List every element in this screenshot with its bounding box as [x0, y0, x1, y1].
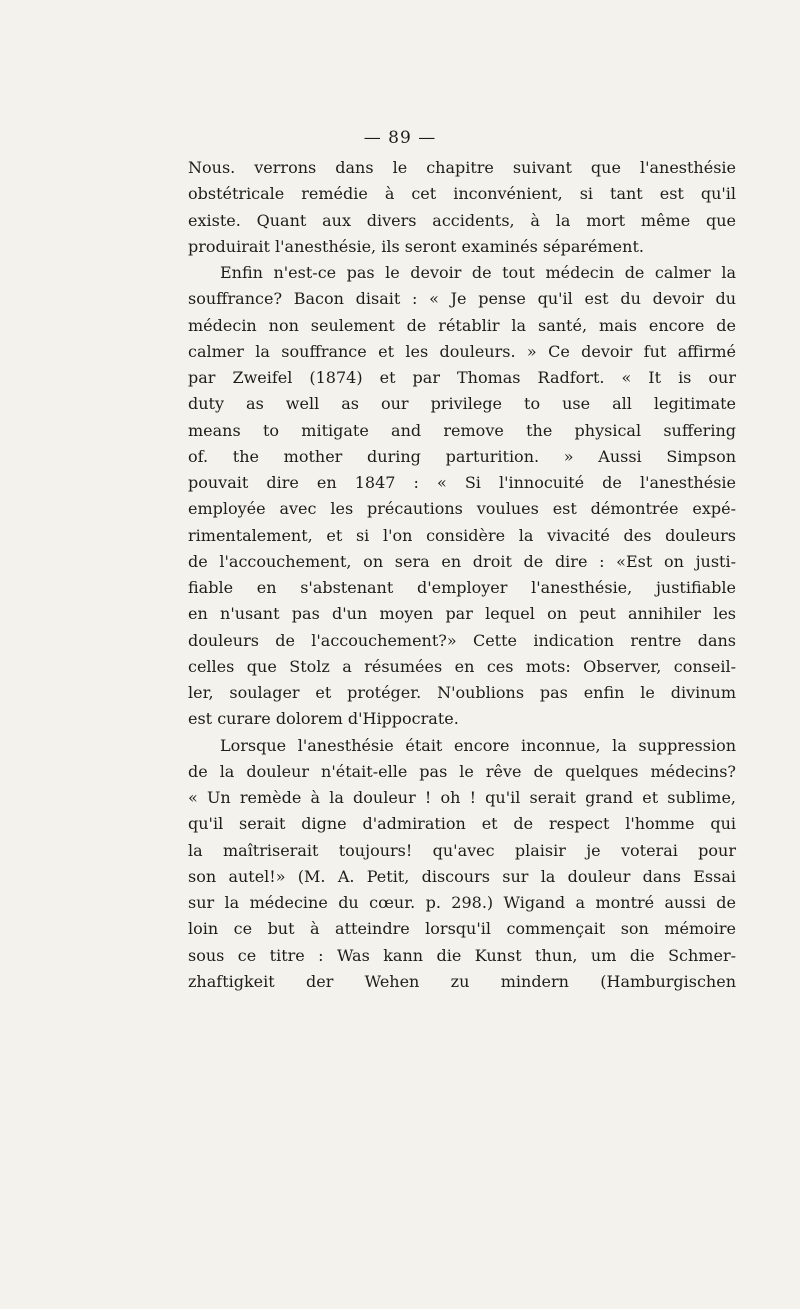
text-line: of. the mother during parturition. » Aussi Simpson	[188, 446, 736, 466]
text-line: obstétricale remédie à cet inconvénient, si tant est qu'il	[188, 184, 736, 204]
text-line: calmer la souffrance et les douleurs. » Ce devoir fut affirmé	[188, 341, 736, 361]
text-line: existe. Quant aux divers accidents, à la mort même que	[188, 210, 736, 230]
text-line: médecin non seulement de rétablir la santé, mais encore de	[188, 315, 736, 335]
text-line: celles que Stolz a résumées en ces mots: Observer, conseil-	[188, 656, 736, 676]
text-line: loin ce but à atteindre lorsqu'il commençait son mémoire	[188, 919, 736, 939]
text-line: zhaftigkeit der Wehen zu mindern (Hamburgischen	[188, 971, 736, 991]
text-line: par Zweifel (1874) et par Thomas Radfort. « It is our	[188, 368, 736, 387]
text-line: fiable en s'abstenant d'employer l'anesthésie, justifiable	[188, 578, 736, 597]
text-line: est curare dolorem d'Hippocrate.	[188, 709, 459, 729]
body-text	[188, 155, 736, 995]
text-line: Lorsque l'anesthésie était encore inconnue, la suppression	[220, 735, 736, 755]
text-line: Nous. verrons dans le chapitre suivant que l'anesthésie	[188, 158, 736, 177]
text-line: employée avec les précautions voulues est démontrée expé-	[188, 499, 736, 519]
text-line: douleurs de l'accouchement?» Cette indication rentre dans	[188, 630, 736, 650]
text-line: sur la médecine du cœur. p. 298.) Wigand a montré aussi de	[188, 893, 736, 912]
text-line: produirait l'anesthésie, ils seront examinés séparément.	[188, 236, 644, 256]
text-line: pouvait dire en 1847 : « Si l'innocuité de l'anesthésie	[188, 473, 736, 492]
text-line: « Un remède à la douleur ! oh ! qu'il serait grand et sublime,	[188, 788, 736, 807]
text-line: qu'il serait digne d'admiration et de respect l'homme qui	[188, 814, 736, 834]
text-line: rimentalement, et si l'on considère la vivacité des douleurs	[188, 525, 736, 545]
text-line: la maîtriserait toujours! qu'avec plaisir je voterai pour	[188, 840, 736, 860]
text-line: ler, soulager et protéger. N'oublions pas enfin le divinum	[188, 683, 736, 702]
text-line: duty as well as our privilege to use all legitimate	[188, 394, 736, 414]
text-line: de la douleur n'était-elle pas le rêve de quelques médecins?	[188, 761, 736, 781]
text-line: son autel!» (M. A. Petit, discours sur la douleur dans Essai	[188, 866, 736, 886]
text-line: Enfin n'est-ce pas le devoir de tout médecin de calmer la	[220, 263, 736, 282]
text-line: means to mitigate and remove the physical suffering	[188, 420, 736, 440]
text-line: sous ce titre : Was kann die Kunst thun, um die Schmer-	[188, 945, 736, 965]
text-line: en n'usant pas d'un moyen par lequel on peut annihiler les	[188, 604, 736, 624]
text-line: de l'accouchement, on sera en droit de dire : «Est on justi-	[188, 551, 736, 571]
text-line: souffrance? Bacon disait : « Je pense qu'il est du devoir du	[188, 289, 736, 309]
page-number: — 89 —	[363, 128, 437, 148]
